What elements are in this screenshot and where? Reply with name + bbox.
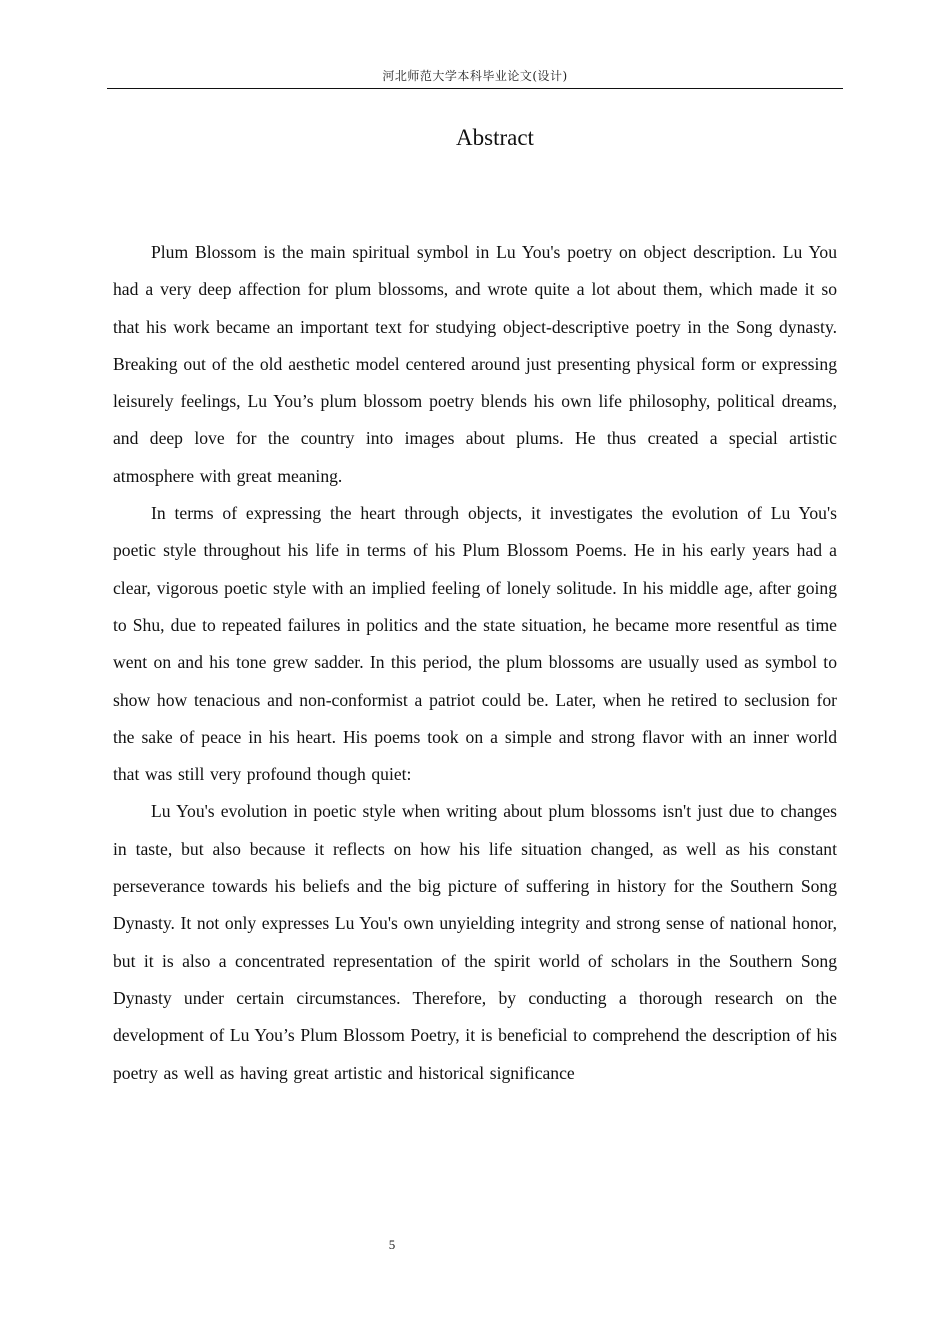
abstract-paragraph-2: In terms of expressing the heart through objects, it investigates the evolution of Lu You's poetic style throughout his life in terms of his Plum Blossom Poems. He in his early years had a clear, vigorous poetic style with an implied feeling of lonely solitude. In his middle age, after going to Shu, due to repeated failures in politics and the state situation, he became more resentful as time went on and his tone grew sadder. In this period, the plum blossoms are usually used as symbol to show how tenacious and non-conformist a patriot could be. Later, when he retired to seclusion for the sake of peace in his heart. His poems took on a simple and strong flavor with an inner world that was still very profound though quiet: [113, 503, 837, 785]
running-header-title: 河北师范大学本科毕业论文(设计) [382, 69, 568, 83]
running-header [107, 68, 843, 89]
page-number: 5 [388, 1237, 396, 1252]
abstract-paragraph-1: Plum Blossom is the main spiritual symbol in Lu You's poetry on object description. Lu You had a very deep affection for plum blossoms, and wrote quite a lot about them, which made it so that his work became an important text for studying object-descriptive poetry in the Song dynasty. Breaking out of the old aesthetic model centered around just presenting physical form or expressing leisurely feelings, Lu You’s plum blossom poetry blends his own life philosophy, political dreams, and deep love for the country into images about plums. He thus created a special artistic atmosphere with great meaning. [113, 242, 837, 486]
abstract-paragraph-3: Lu You's evolution in poetic style when writing about plum blossoms isn't just due to changes in taste, but also because it reflects on how his life situation changed, as well as his constant perseverance towards his beliefs and the big picture of suffering in history for the Southern Song Dynasty. It not only expresses Lu You's own unyielding integrity and strong sense of national honor, but it is also a concentrated representation of the spirit world of scholars in the Southern Song Dynasty under certain circumstances. Therefore, by conducting a thorough research on the development of Lu You’s Plum Blossom Poetry, it is beneficial to comprehend the description of his poetry as well as having great artistic and historical significance [113, 801, 837, 1083]
abstract-body [113, 234, 837, 1092]
abstract-title: Abstract [456, 125, 534, 150]
